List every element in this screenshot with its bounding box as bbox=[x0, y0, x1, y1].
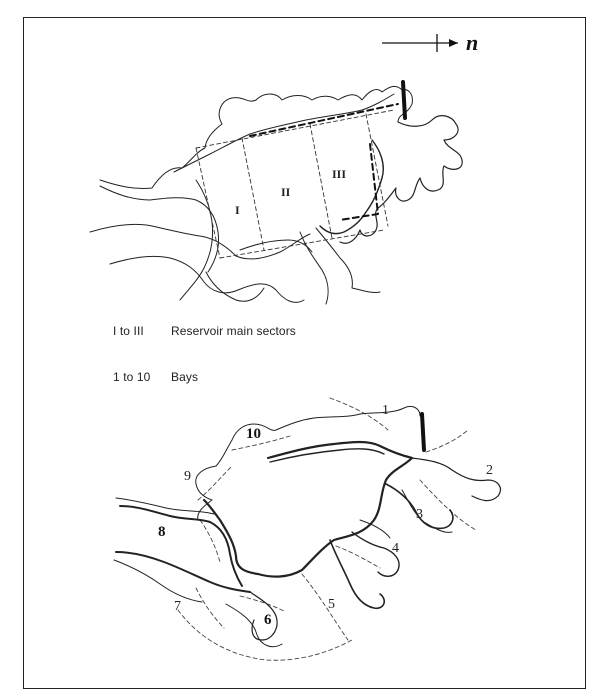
upper-shoreline-south-2 bbox=[110, 256, 304, 302]
sector-label-i: I bbox=[235, 203, 240, 217]
bay-boundary-2 bbox=[426, 430, 468, 452]
sector-grid-bottom bbox=[220, 230, 384, 258]
legend-bays bbox=[113, 370, 198, 384]
sector-label-ii: II bbox=[281, 185, 291, 199]
upper-shoreline-south bbox=[90, 224, 310, 259]
lower-dam bbox=[422, 414, 424, 450]
legend-bays-key: 1 to 10 bbox=[113, 370, 151, 384]
sector-divider-1 bbox=[242, 138, 264, 250]
bay-boundary-7 bbox=[196, 588, 224, 628]
upper-south-inner bbox=[240, 240, 312, 252]
bay-label-2: 2 bbox=[486, 463, 493, 478]
sector-divider-2 bbox=[310, 124, 332, 238]
bay-label-3: 3 bbox=[416, 507, 423, 522]
north-arrow-head bbox=[449, 39, 458, 47]
bay-label-10: 10 bbox=[246, 426, 261, 442]
upper-shoreline-north bbox=[100, 86, 412, 188]
upper-map bbox=[90, 82, 462, 304]
upper-southeast-arm bbox=[316, 228, 380, 293]
bay-label-8: 8 bbox=[158, 524, 166, 540]
upper-inner-channel bbox=[320, 140, 383, 234]
bay-label-9: 9 bbox=[184, 469, 191, 484]
north-label: n bbox=[466, 30, 479, 55]
bay-10-outline bbox=[196, 440, 232, 520]
bay-boundary-4 bbox=[336, 546, 380, 568]
upper-southwest-lobe bbox=[206, 272, 264, 301]
upper-southeast-arm-2 bbox=[300, 232, 328, 304]
sector-label-iii: III bbox=[332, 167, 347, 181]
bay-boundary-3 bbox=[420, 480, 476, 530]
upper-shoreline-inner-north bbox=[174, 94, 394, 172]
bay-boundary-5 bbox=[302, 574, 348, 640]
legend-sectors bbox=[113, 324, 296, 338]
upper-bays-east bbox=[340, 116, 462, 244]
bay-label-6: 6 bbox=[264, 612, 272, 628]
bay-boundary-10 bbox=[232, 436, 290, 450]
legend-sectors-text: Reservoir main sectors bbox=[171, 324, 296, 338]
upper-dam bbox=[403, 82, 405, 118]
bay-label-4: 4 bbox=[392, 541, 399, 556]
bay-label-7: 7 bbox=[174, 599, 181, 614]
bay-boundary-6 bbox=[240, 596, 286, 612]
bay-7-arm-outer bbox=[114, 560, 202, 602]
north-arrow bbox=[382, 30, 478, 55]
lower-map bbox=[114, 398, 500, 660]
bay-label-1: 1 bbox=[382, 403, 389, 418]
bay-3-inner bbox=[402, 490, 452, 532]
bay-5-branch bbox=[330, 540, 384, 608]
bay-label-5: 5 bbox=[328, 597, 335, 612]
lower-main-shoreline-inner bbox=[270, 449, 384, 462]
bay-boundaries bbox=[178, 398, 476, 660]
legend-bays-text: Bays bbox=[171, 370, 199, 384]
lower-main-shoreline bbox=[204, 442, 412, 577]
bay-8-arm bbox=[120, 506, 242, 586]
legend-sectors-key: I to III bbox=[113, 324, 144, 338]
upper-west-arm bbox=[100, 186, 219, 272]
sector-grid-top bbox=[196, 110, 394, 148]
